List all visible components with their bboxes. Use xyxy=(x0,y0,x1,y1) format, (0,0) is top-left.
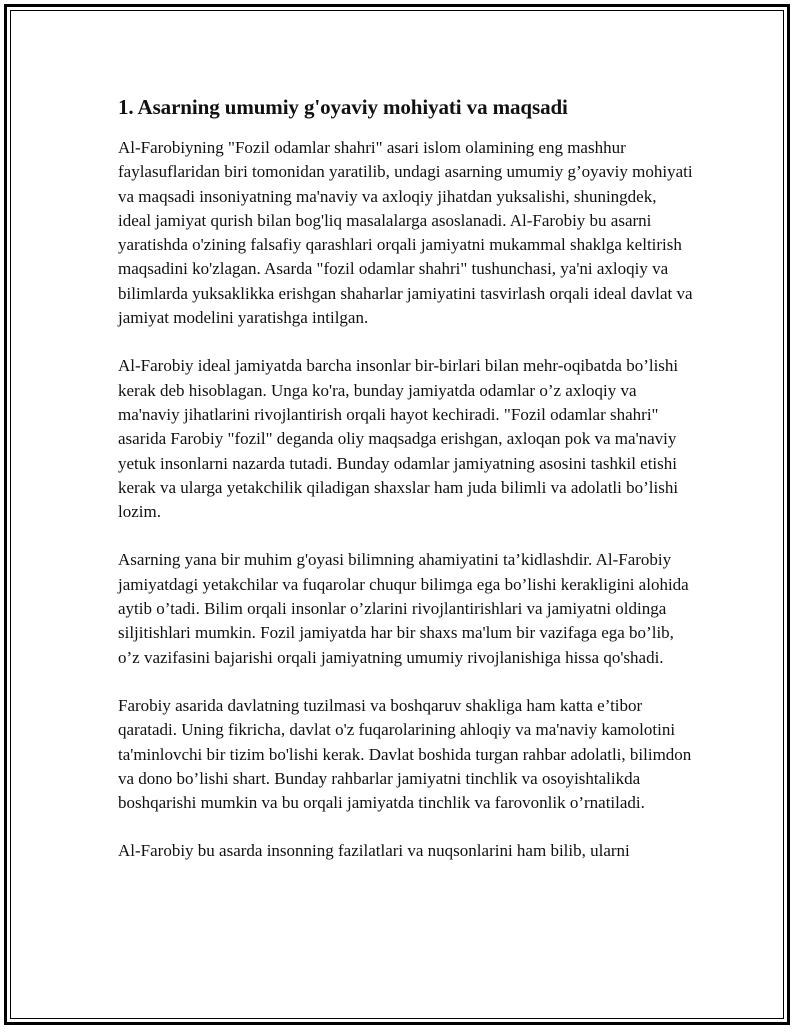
section-heading: 1. Asarning umumiy g'oyaviy mohiyati va maqsadi xyxy=(118,95,568,119)
paragraph-4: Farobiy asarida davlatning tuzilmasi va boshqaruv shakliga ham katta e’tibor qaratadi. Uning fikricha, davlat o'z fuqarolarining ahloqiy va ma'naviy kamolotini ta'minlovchi bir tizim bo'lishi kerak. Davlat boshida turgan rahbar adolatli, bilimdon va dono bo’lishi shart. Bunday rahbarlar jamiyatni tinchlik va osoyishtalikda boshqarishi mumkin va bu orqali jamiyatda tinchlik va farovonlik o’rnatiladi. xyxy=(118,695,692,813)
paragraph-2: Al-Farobiy ideal jamiyatda barcha insonlar bir-birlari bilan mehr-oqibatda bo’lishi kerak deb hisoblagan. Unga ko'ra, bunday jamiyatda odamlar o’z axloqiy va ma'naviy jihatlarini rivojlantirish orqali hayot kechiradi. "Fozil odamlar shahri" asarida Farobiy "fozil" deganda oliy maqsadga erishgan, axloqan pok va ma'naviy yetuk insonlarni nazarda tutadi. Bunday odamlar jamiyatning asosini tashkil etishi kerak va ularga yetakchilik qiladigan shaxslar ham juda bilimli va adolatli bo’lishi lozim. xyxy=(118,356,679,522)
document-body xyxy=(118,92,693,888)
paragraph-1: Al-Farobiyning "Fozil odamlar shahri" asari islom olamining eng mashhur faylasuflaridan biri tomonidan yaratilib, undagi asarning umumiy g’oyaviy mohiyati va maqsadi insoniyatning ma'naviy va axloqiy jihatdan yuksalishi, shuningdek, ideal jamiyat qurish bilan bog'liq masalalarga asoslanadi. Al-Farobiy bu asarni yaratishda o'zining falsafiy qarashlari orqali jamiyatni mukammal shaklga keltirish maqsadini ko'zlagan. Asarda "fozil odamlar shahri" tushunchasi, ya'ni axloqiy va bilimlarda yuksaklikka erishgan shaharlar jamiyatini tasvirlash orqali ideal davlat va jamiyat modelini yaratishga intilgan. xyxy=(118,138,693,328)
paragraph-3: Asarning yana bir muhim g'oyasi bilimning ahamiyatini ta’kidlashdir. Al-Farobiy jamiyatdagi yetakchilar va fuqarolar chuqur bilimga ega bo’lishi kerakligini alohida aytib o’tadi. Bilim orqali insonlar o’zlarini rivojlantirishlari va jamiyatni oldinga siljitishlari mumkin. Fozil jamiyatda har bir shaxs ma'lum bir vazifaga ega bo’lib, o’z vazifasini bajarishi orqali jamiyatning umumiy rivojlanishiga hissa qo'shadi. xyxy=(118,550,689,667)
paragraph-5: Al-Farobiy bu asarda insonning fazilatlari va nuqsonlarini ham bilib, ularni xyxy=(118,841,630,861)
